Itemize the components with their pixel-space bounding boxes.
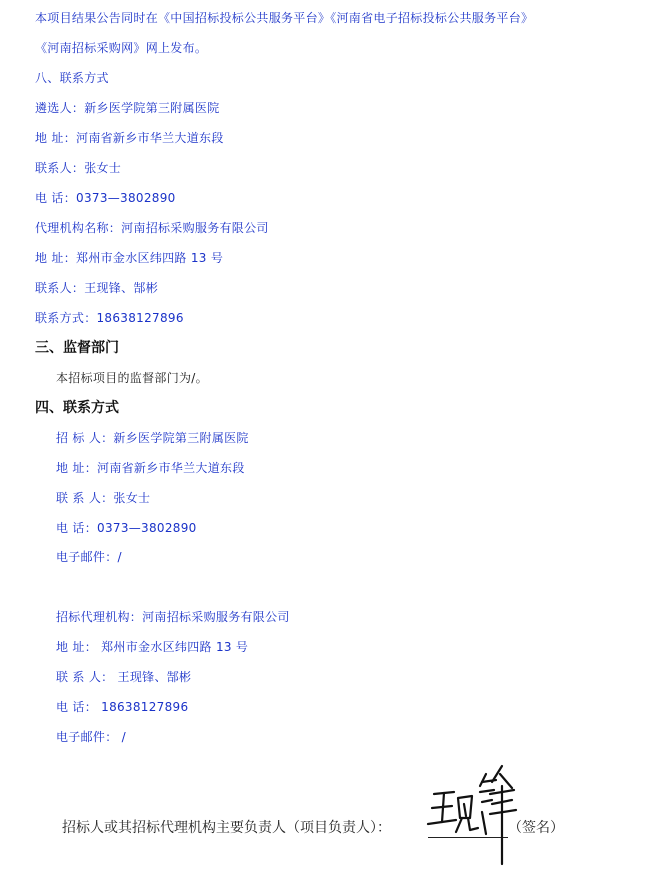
section4-address: 地 址：河南省新乡市华兰大道东段	[56, 461, 245, 475]
section3-text: 本招标项目的监督部门为/。	[56, 371, 208, 385]
section8-phone: 电 话：0373—3802890	[35, 191, 176, 205]
section3-title: 三、监督部门	[35, 340, 119, 356]
section8-contact: 联系人：张女士	[35, 161, 122, 175]
announcement-line-2: 《河南招标采购网》网上发布。	[35, 41, 208, 55]
section8-address: 地 址：河南省新乡市华兰大道东段	[35, 131, 224, 145]
section4-phone: 电 话：0373—3802890	[56, 521, 197, 535]
handwritten-signature	[420, 760, 520, 870]
section4-agency-contact: 联 系 人： 王现锋、郜彬	[56, 670, 192, 684]
section8-agency-contact: 联系人：王现锋、郜彬	[35, 281, 159, 295]
section4-bidder: 招 标 人：新乡医学院第三附属医院	[56, 431, 249, 445]
section4-agency-phone: 电 话： 18638127896	[56, 700, 189, 714]
section8-agency-name: 代理机构名称：河南招标采购服务有限公司	[35, 221, 269, 235]
section8-agency-phone: 联系方式：18638127896	[35, 311, 184, 325]
section4-email: 电子邮件：/	[56, 550, 122, 564]
section4-agency: 招标代理机构：河南招标采购服务有限公司	[56, 610, 290, 624]
announcement-line-1: 本项目结果公告同时在《中国招标投标公共服务平台》《河南省电子招标投标公共服务平台》	[35, 11, 534, 25]
section4-title: 四、联系方式	[35, 400, 119, 416]
section4-agency-address: 地 址： 郑州市金水区纬四路 13 号	[56, 640, 249, 654]
signature-label: 招标人或其招标代理机构主要负责人（项目负责人）：	[62, 820, 391, 836]
section8-agency-address: 地 址：郑州市金水区纬四路 13 号	[35, 251, 224, 265]
section8-title: 八、联系方式	[35, 71, 109, 85]
section4-contact: 联 系 人：张女士	[56, 491, 151, 505]
section8-selector: 遴选人：新乡医学院第三附属医院	[35, 101, 220, 115]
signature-suffix: （签名）	[508, 820, 564, 836]
section4-agency-email: 电子邮件： /	[56, 730, 126, 744]
